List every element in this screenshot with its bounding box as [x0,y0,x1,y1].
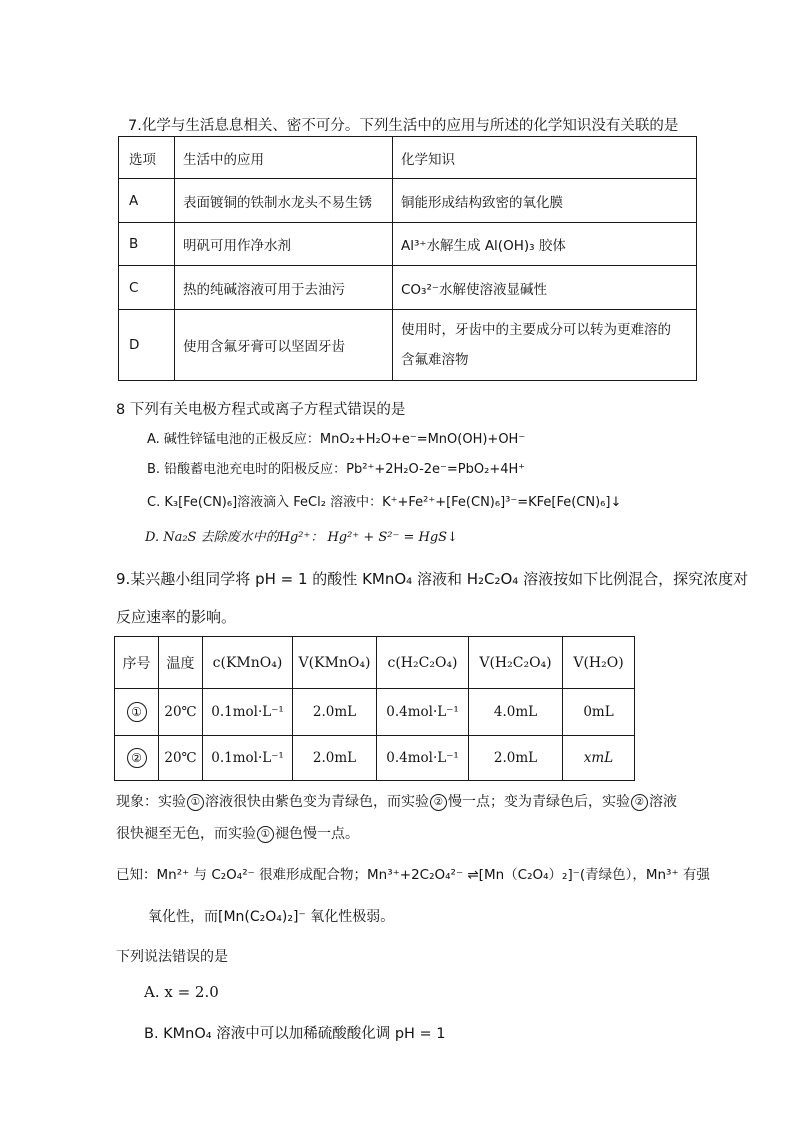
q7-row-d-knowledge-line2: 含氟难溶物 [401,352,469,368]
q9-row-1 [115,689,635,736]
q9-row-2-c-kmno4: 0.1mol·L⁻¹ [203,736,293,781]
q7-row-d-option: D [119,310,175,381]
q9-row-1-v-h2o: 0mL [563,689,635,736]
q9-header-v-kmno4: V(KMnO₄) [293,637,377,689]
q7-table [118,136,697,381]
q9-phenomenon2-b: 褪色慢一点。 [275,826,359,842]
q9-phenomenon-b: 溶液很快由紫色变为青绿色，而实验 [205,794,429,810]
q9-phenomenon-line2 [116,823,359,843]
q9-stem-line2: 反应速率的影响。 [116,608,237,626]
q8-stem: 8 下列有关电极方程式或离子方程式错误的是 [116,402,406,418]
q9-option-a: A. x = 2.0 [144,983,219,1001]
q9-phenomenon2-circle1: ① [257,826,274,843]
q7-row-c-application: 热的纯碱溶液可用于去油污 [175,266,393,310]
q7-row-b [119,223,697,266]
q7-row-a-knowledge: 铜能形成结构致密的氧化膜 [393,179,697,223]
q9-row-1-c-h2c2o4: 0.4mol·L⁻¹ [377,689,469,736]
q9-header-row [115,637,635,689]
q9-known-line2: 氧化性，而[Mn(C₂O₄)₂]⁻ 氧化性极弱。 [148,909,395,925]
q9-phenomenon-circle1: ① [187,794,204,811]
q7-row-a [119,179,697,223]
q9-header-no: 序号 [115,637,159,689]
q7-row-b-option: B [119,223,175,266]
q9-header-temp: 温度 [159,637,203,689]
q9-row-2-v-h2c2o4: 2.0mL [469,736,563,781]
q9-phenomenon-c: 慢一点；变为青绿色后，实验 [448,794,630,810]
q7-row-d-application: 使用含氟牙膏可以坚固牙齿 [175,310,393,381]
q9-question: 下列说法错误的是 [116,949,228,965]
q9-table [114,636,635,781]
q9-stem-line1: 9.某兴趣小组同学将 pH = 1 的酸性 KMnO₄ 溶液和 H₂C₂O₄ 溶液按如下比例混合，探究浓度对 [116,570,749,588]
q9-phenomenon-line1 [116,791,677,811]
q9-row-1-c-kmno4: 0.1mol·L⁻¹ [203,689,293,736]
q7-row-a-option: A [119,179,175,223]
q7-row-a-application: 表面镀铜的铁制水龙头不易生锈 [175,179,393,223]
q7-row-b-application: 明矾可用作净水剂 [175,223,393,266]
q9-header-c-h2c2o4: c(H₂C₂O₄) [377,637,469,689]
q9-header-v-h2c2o4: V(H₂C₂O₄) [469,637,563,689]
q9-phenomenon-d: 溶液 [649,794,677,810]
q9-phenomenon-circle2: ② [430,794,447,811]
q9-row-2 [115,736,635,781]
q8-option-c: C. K₃[Fe(CN)₆]溶液滴入 FeCl₂ 溶液中：K⁺+Fe²⁺+[Fe(CN)₆]³⁻=KFe[Fe(CN)₆]↓ [147,495,622,510]
q8-option-b: B. 铅酸蓄电池充电时的阳极反应：Pb²⁺+2H₂O-2e⁻=PbO₂+4H⁺ [147,462,526,477]
q7-row-b-knowledge: Al³⁺水解生成 Al(OH)₃ 胶体 [393,223,697,266]
q9-row-1-v-kmno4: 2.0mL [293,689,377,736]
q7-stem: 7.化学与生活息息相关、密不可分。下列生活中的应用与所述的化学知识没有关联的是 [128,118,679,134]
q9-row-1-no: ① [127,702,147,722]
q7-row-d-knowledge [393,310,697,381]
q9-row-2-no: ② [127,748,147,768]
q9-row-1-temp: 20℃ [159,689,203,736]
q7-header-knowledge: 化学知识 [393,137,697,179]
q7-row-d-knowledge-line1: 使用时，牙齿中的主要成分可以转为更难溶的 [401,322,671,338]
q7-row-c [119,266,697,310]
q9-phenomenon-a: 现象：实验 [116,794,186,810]
q7-row-c-option: C [119,266,175,310]
q9-row-2-v-kmno4: 2.0mL [293,736,377,781]
q7-header-application: 生活中的应用 [175,137,393,179]
q7-row-c-knowledge: CO₃²⁻水解使溶液显碱性 [393,266,697,310]
q9-row-2-c-h2c2o4: 0.4mol·L⁻¹ [377,736,469,781]
q7-row-d [119,310,697,381]
q8-option-d: D. Na₂S 去除废水中的Hg²⁺： Hg²⁺ + S²⁻ = HgS↓ [145,530,458,545]
q7-header-row [119,137,697,179]
q9-row-1-v-h2c2o4: 4.0mL [469,689,563,736]
q9-header-v-h2o: V(H₂O) [563,637,635,689]
q9-phenomenon2-a: 很快褪至无色，而实验 [116,826,256,842]
q9-option-b: B. KMnO₄ 溶液中可以加稀硫酸酸化调 pH = 1 [144,1026,446,1042]
q9-header-c-kmno4: c(KMnO₄) [203,637,293,689]
q7-header-option: 选项 [119,137,175,179]
q9-row-2-v-h2o: xmL [563,736,635,781]
q9-known-line1: 已知：Mn²⁺ 与 C₂O₄²⁻ 很难形成配合物；Mn³⁺+2C₂O₄²⁻ ⇌[Mn（C₂O₄）₂]⁻(青绿色），Mn³⁺ 有强 [116,867,710,883]
q9-row-2-temp: 20℃ [159,736,203,781]
q9-phenomenon-circle2b: ② [631,794,648,811]
q8-option-a: A. 碱性锌锰电池的正极反应：MnO₂+H₂O+e⁻=MnO(OH)+OH⁻ [147,432,526,447]
